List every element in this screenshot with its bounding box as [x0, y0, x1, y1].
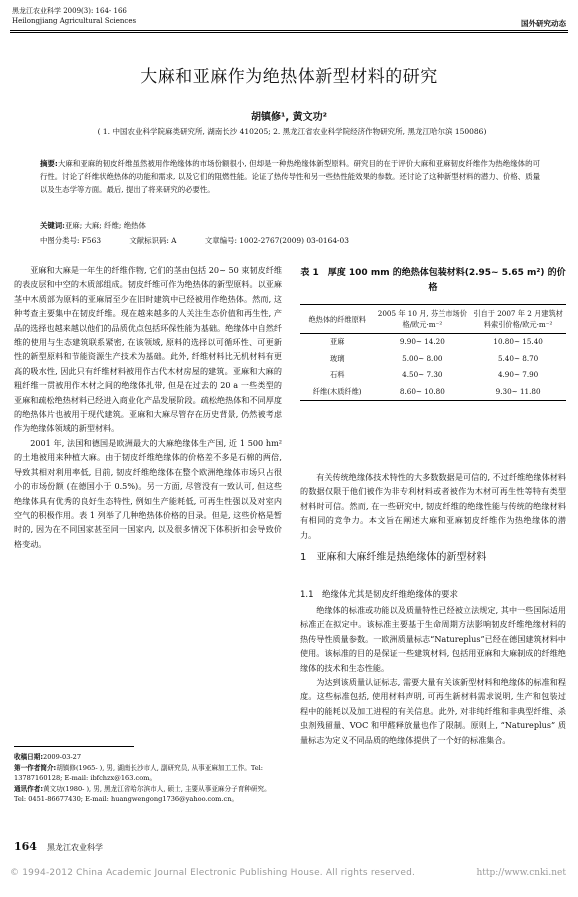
- table-caption: 表 1 厚度 100 mm 的绝热体包装材料(2.95~ 5.65 m²) 的价格: [300, 268, 566, 293]
- first-author-info: 胡镇修(1965- ), 男, 湖南长沙市人, 副研究员, 从事亚麻加工工作。Tel: 13787160128; E-mail: ibfchzx@163.com。: [14, 763, 263, 782]
- table-cell: 4.90~ 7.90: [497, 370, 539, 379]
- table-row: [300, 351, 566, 368]
- body-paragraph: 亚麻和大麻是一年生的纤维作物, 它们的茎由包括 20~ 50 束韧皮纤维的表皮层和中空的木质部组成。韧皮纤维可作为绝热体的新型原料。以亚麻茎中木质部为原料的亚麻屑至少在旧时建筑中已经被用作绝热体。然而, 这种考查主要集中在韧皮纤维。现在越来越多的人关注生态价值和再生性, 产品的选择也越来越以他们的品质优点包括环保性能为基础。绝缘体中自然纤维的使用与生态建筑联系紧密, 在该领域, 原料的选择以可循环性、可更新性的新型原料和节能资源生产技术为基础。此外, 纤维材料比无机材料有更高的吸水性, 因此只有纤维材料被用作古代木材房屋的建筑。亚麻和大麻的粗纤维一贯被用作木材之间的绝缘体扎带, 但是在过去的 20 a 一些类型的亚麻和疏松绝热材料已经进入商业化产品发展阶段。疏松绝热体和不同厚度的绝热体片也被用于现代建筑。亚麻和大麻尽管存在历史背景, 仍然被考虑作为绝缘体领域的新型材料。: [14, 265, 282, 434]
- table-cell: 8.60~ 10.80: [374, 384, 470, 401]
- journal-en: Heilongjiang Agricultural Sciences: [12, 17, 137, 25]
- page-footer: [14, 840, 103, 853]
- keywords: [40, 220, 540, 231]
- keywords-label: 关键词:: [40, 221, 65, 230]
- header-rule: [10, 30, 568, 31]
- table-header-cell: 2005 年 10 月, 芬兰市场价格/欧元·m⁻²: [374, 305, 470, 334]
- table-header-row: [300, 305, 566, 334]
- document-code: 文献标识码: A: [129, 236, 177, 245]
- first-author-label: 第一作者简介:: [14, 763, 57, 772]
- classification-line: [40, 235, 560, 246]
- keywords-text: 亚麻; 大麻; 纤维; 绝热体: [64, 221, 146, 230]
- right-column-bottom: [300, 603, 566, 747]
- abstract: [40, 157, 540, 196]
- authors: 胡镇修¹, 黄文功²: [250, 112, 328, 123]
- body-paragraph: 绝缘体的标准或功能以及质量特性已经被立法规定, 其中一些国际适用标准正在拟定中。该标准主要基于生命周期方法影响韧皮纤维绝缘材料的热传导性质量参数。一欧洲质量标志“Natureplus”已经在德国建筑材料中使用。该标准的目的是保证一些建筑材料, 包括用亚麻和大麻制成的纤维绝缘体的技术和生态性能。: [300, 605, 566, 673]
- table-cell: 10.80~ 15.40: [493, 337, 543, 346]
- table-cell: 9.90~ 14.20: [399, 337, 445, 346]
- page-number: 164: [14, 840, 37, 853]
- body-paragraph: 有关传统绝缘体技术特性的大多数数据是可信的, 不过纤维绝缘体材料的数据仅限于他们被作为非专利材料或者被作为木材可再生性等特有类型材料时可信。然而, 在一些研究中, 韧皮纤维的绝缘性能与传统的绝缘材料有相同的竞争力。本文旨在阐述大麻和亚麻韧皮纤维作为热绝缘体的潜力。: [300, 472, 566, 540]
- article-number: 文章编号: 1002-2767(2009) 03-0164-03: [204, 236, 349, 245]
- received-date: 2009-03-27: [43, 753, 82, 761]
- right-column-top: [300, 470, 566, 542]
- footnote-rule: [14, 746, 134, 747]
- section-label: 国外研究动态: [521, 19, 566, 28]
- table-cell: 石料: [330, 370, 345, 379]
- corresponding-label: 通讯作者:: [14, 784, 44, 793]
- journal-cn: 黑龙江农业科学 2009(3): 164- 166: [12, 7, 127, 15]
- header-rule-thin: [10, 32, 568, 33]
- table-header-cell: 引自于 2007 年 2 月建筑材料索引价格/欧元·m⁻²: [470, 305, 566, 334]
- table-cell: 5.00~ 8.00: [402, 353, 443, 363]
- table-cell: 纤维(木质纤维): [300, 384, 374, 401]
- clc-number: 中图分类号: F563: [40, 236, 102, 245]
- table-header-cell: 绝热体的纤维原料: [300, 305, 374, 334]
- footnote: [14, 752, 282, 805]
- table-cell: 9.30~ 11.80: [470, 384, 566, 401]
- received-label: 收稿日期:: [14, 753, 44, 761]
- table-cell: 亚麻: [330, 337, 345, 346]
- subsection-heading-1-1: 1.1 绝缘体尤其是韧皮纤维绝缘体的要求: [300, 590, 459, 600]
- table-cell: 5.40~ 8.70: [497, 353, 539, 363]
- abstract-label: 摘要:: [40, 159, 58, 168]
- body-paragraph: 2001 年, 法国和德国是欧洲最大的大麻绝缘体生产国, 近 1 500 hm² 的土地被用来种植大麻。由于韧皮纤维绝缘体的价格差不多是石棉的两倍, 导致其相对利用率低, 目前, 韧皮纤维绝缘体在整个欧洲绝缘体市场只占很小的市场份额 (在德国小于 0.5%)。另一方面, 尽管没有一致认可, 但这些绝缘体具有优秀的良好生态特性, 例如生产能耗低, 可再生性强以及对室内空气的积极作用。表 1 列举了几种绝热体价格的目录。但是, 这些价格是暂时的, 因为在不同国家甚至同一国家内, 以及很多情况下体积折扣会导致价格变动。: [14, 437, 282, 549]
- section-heading-1: 1 亚麻和大麻纤维是热绝缘体的新型材料: [300, 552, 487, 563]
- corresponding-info: 黄文功(1980- ), 男, 黑龙江省哈尔滨市人, 硕士, 主要从事亚麻分子育种研究。Tel: 0451-86677430; E-mail: huangwengong1736@yahoo.com.cn。: [14, 784, 271, 803]
- table-row: [300, 367, 566, 384]
- price-table: [300, 304, 566, 401]
- table-cell: 4.50~ 7.30: [402, 370, 443, 379]
- copyright-notice: © 1994-2012 China Academic Journal Electronic Publishing House. All rights reserved.: [10, 868, 416, 878]
- table-cell: 玻璃: [330, 353, 345, 363]
- left-column: [14, 263, 282, 551]
- table-row: [300, 384, 566, 401]
- source-url[interactable]: http://www.cnki.net: [476, 868, 566, 878]
- body-paragraph: 为达到该质量认证标志, 需要大量有关该新型材料和绝缘体的标准和程度。这些标准包括, 使用材料声明, 可再生新材料需求说明, 生产和包装过程中的能耗以及加工进程的有关信息。此外, 对非纯纤维和非典型纤维、杀虫剂残留量、VOC 和甲醛释放量也作了限制。原则上, “Natureplus” 质量标志为定义不同品质的绝缘体提供了一个好的标准集合。: [300, 677, 566, 745]
- paper-title: 大麻和亚麻作为绝热体新型材料的研究: [140, 67, 438, 87]
- affiliation: ( 1. 中国农业科学院麻类研究所, 湖南长沙 410205; 2. 黑龙江省农业科学院经济作物研究所, 黑龙江哈尔滨 150086): [97, 127, 487, 136]
- table-row: [300, 334, 566, 351]
- abstract-text: 大麻和亚麻的韧皮纤维虽然被用作绝缘体的市场份额很小, 但却是一种热绝缘体新型原料。研究目的在于评价大麻和亚麻韧皮纤维作为热绝缘体的可行性。讨论了纤维状绝热体的功能和需求, 以及它们的阻燃性能。论证了热传导性和另一些热性能效果的参数。还讨论了这种新型材料的潜力、价格、质量以及生态学等方面。最后, 提出了将来研究的必要性。: [40, 159, 540, 194]
- running-header-left: [12, 6, 136, 26]
- footer-journal: 黑龙江农业科学: [46, 843, 103, 852]
